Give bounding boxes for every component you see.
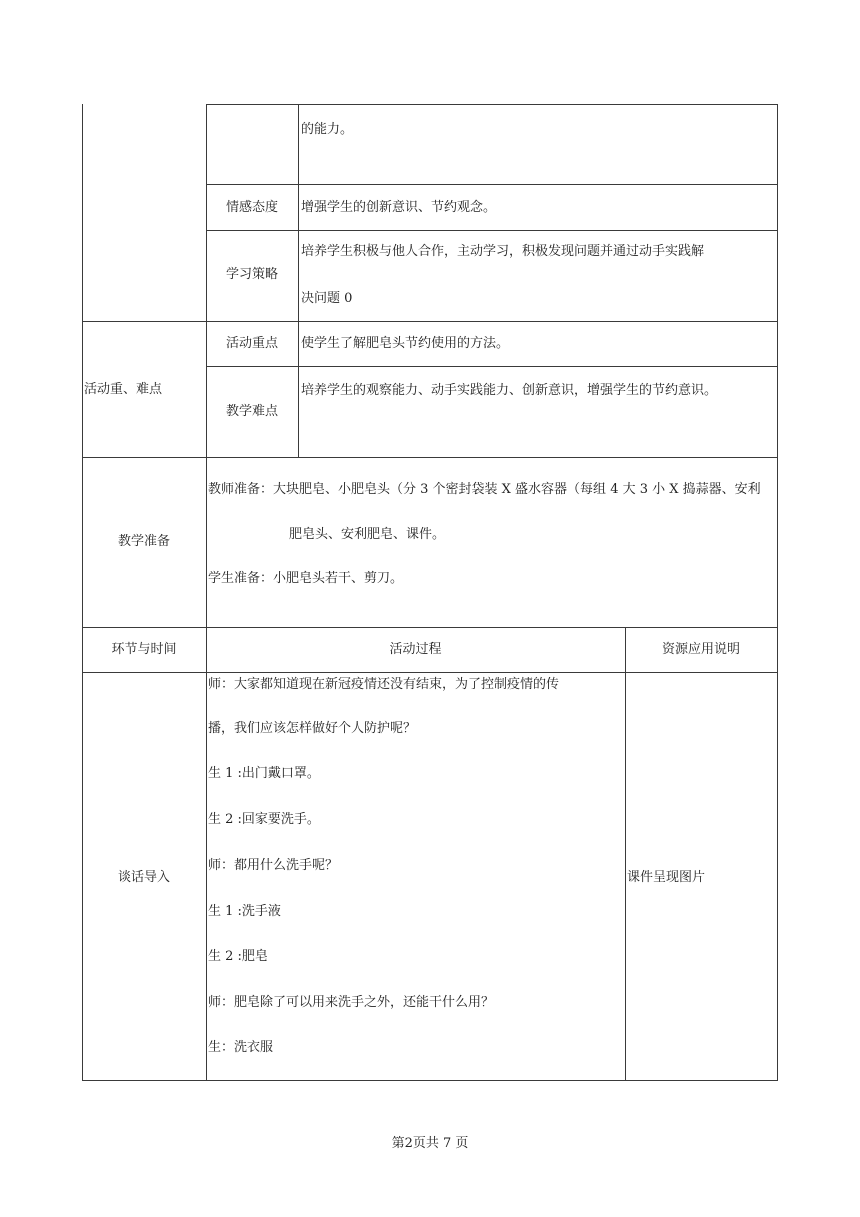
row-divider (206, 366, 778, 367)
header-resource-notes: 资源应用说明 (661, 642, 740, 657)
table2-col-divider (206, 627, 207, 1081)
dialogue-line: 师：都用什么洗手呢？ (208, 858, 339, 873)
header-activity-process: 活动过程 (389, 642, 442, 657)
dialogue-line: 生：洗衣服 (208, 1040, 274, 1055)
ability-text: 的能力。 (301, 122, 354, 137)
teacher-preparation-line1: 教师准备：大块肥皂、小肥皂头（分 3 个密封袋装 X 盛水容器（每组 4 大 3 小 X 捣蒜器、安利 (208, 482, 761, 497)
learning-strategy-line1: 培养学生积极与他人合作，主动学习，积极发现问题并通过动手实践解 (301, 244, 705, 259)
dialogue-line: 生 1 :洗手液 (208, 904, 281, 919)
teacher-preparation-line2: 肥皂头、安利肥皂、课件。 (289, 527, 446, 542)
label-key-difficult-points: 活动重、难点 (84, 382, 163, 397)
activity-focus-text: 使学生了解肥皂头节约使用的方法。 (301, 336, 510, 351)
table2-right-border (777, 627, 778, 1081)
label-emotion-attitude: 情感态度 (225, 200, 278, 215)
table1-top-border (206, 104, 778, 105)
student-preparation: 学生准备：小肥皂头若干、剪刀。 (208, 571, 404, 586)
row-divider (82, 321, 778, 322)
table2-left-border (82, 627, 83, 1081)
learning-strategy-line2: 决问题 0 (301, 291, 353, 306)
dialogue-line: 生 1 :出门戴口罩。 (208, 766, 320, 781)
section-conversation-intro: 谈话导入 (117, 870, 170, 885)
label-teaching-preparation: 教学准备 (117, 534, 170, 549)
label-learning-strategy: 学习策略 (225, 267, 278, 282)
table2-top-border (82, 627, 778, 628)
table1-inner-divider (298, 104, 299, 457)
dialogue-line: 师：肥皂除了可以用来洗手之外，还能干什么用？ (208, 995, 495, 1010)
row-divider (82, 457, 778, 458)
dialogue-line: 播，我们应该怎样做好个人防护呢？ (208, 721, 417, 736)
table2-col-divider (625, 627, 626, 1081)
teaching-difficulty-text: 培养学生的观察能力、动手实践能力、创新意识，增强学生的节约意识。 (301, 383, 718, 398)
dialogue-line: 师：大家都知道现在新冠疫情还没有结束，为了控制疫情的传 (208, 677, 560, 692)
page-number: 第2页共 7 页 (391, 1136, 469, 1151)
dialogue-line: 生 2 :回家要洗手。 (208, 812, 320, 827)
emotion-attitude-text: 增强学生的创新意识、节约观念。 (301, 200, 497, 215)
resource-courseware-images: 课件呈现图片 (627, 870, 706, 885)
row-divider (206, 184, 778, 185)
label-activity-focus: 活动重点 (225, 336, 278, 351)
header-stage-time: 环节与时间 (111, 642, 177, 657)
label-teaching-difficulty: 教学难点 (225, 404, 278, 419)
table2-header-divider (82, 672, 778, 673)
table2-bottom-border (82, 1080, 778, 1081)
row-divider (206, 230, 778, 231)
dialogue-line: 生 2 :肥皂 (208, 949, 268, 964)
